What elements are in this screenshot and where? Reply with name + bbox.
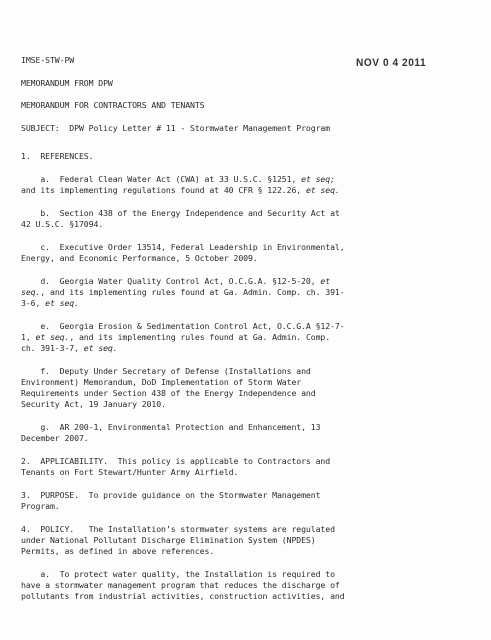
policy-line-1: 4. POLICY. The Installation’s stormwater systems are regulated	[21, 524, 335, 534]
ref-b-line-2: 42 U.S.C. §17094.	[21, 219, 104, 229]
ref-g-line-1: g. AR 200-1, Environmental Protection and Enhancement, 13	[21, 422, 321, 432]
memo-for: MEMORANDUM FOR CONTRACTORS AND TENANTS	[21, 100, 205, 110]
ref-a-line-2: and its implementing regulations found at 40 CFR § 122.26, et seq.	[21, 185, 340, 195]
ref-f-line-4: Security Act, 19 January 2010.	[21, 399, 166, 409]
ref-c-line-2: Energy, and Economic Performance, 5 October 2009.	[21, 253, 258, 263]
ref-d-line-3: 3-6, et seq.	[21, 298, 79, 308]
policy-a-line-3: pollutants from industrial activities, construction activities, and	[21, 591, 345, 601]
ref-d-line-2: seq., and its implementing rules found at Ga. Admin. Comp. ch. 391-	[21, 287, 345, 297]
applicability-line-1: 2. APPLICABILITY. This policy is applicable to Contractors and	[21, 456, 331, 466]
purpose-line-2: Program.	[21, 501, 60, 511]
policy-line-3: Permits, as defined in above references.	[21, 546, 215, 556]
policy-a-line-1: a. To protect water quality, the Installation is required to	[21, 569, 335, 579]
subject-line: SUBJECT: DPW Policy Letter # 11 - Stormwater Management Program	[21, 123, 331, 133]
policy-line-2: under National Pollutant Discharge Elimination System (NPDES)	[21, 535, 316, 545]
ref-c-line-1: c. Executive Order 13514, Federal Leadership in Environmental,	[21, 242, 345, 252]
ref-g-line-2: December 2007.	[21, 433, 89, 443]
applicability-line-2: Tenants on Fort Stewart/Hunter Army Airfield.	[21, 467, 239, 477]
ref-e-line-1: e. Georgia Erosion & Sedimentation Control Act, O.C.G.A §12-7-	[21, 321, 345, 331]
purpose-line-1: 3. PURPOSE. To provide guidance on the Stormwater Management	[21, 490, 321, 500]
ref-f-line-1: f. Deputy Under Secretary of Defense (Installations and	[21, 366, 311, 376]
ref-e-line-3: ch. 391-3-7, et seq.	[21, 343, 118, 353]
ref-a-line-1: a. Federal Clean Water Act (CWA) at 33 U.S.C. §1251, et seq;	[21, 174, 335, 184]
section-references-heading: 1. REFERENCES.	[21, 151, 94, 161]
policy-a-line-2: have a stormwater management program that reduces the discharge of	[21, 580, 340, 590]
ref-f-line-2: Environment) Memorandum, DoD Implementation of Storm Water	[21, 377, 302, 387]
ref-e-line-2: 1, et seq., and its implementing rules found at Ga. Admin. Comp.	[21, 332, 331, 342]
ref-d-line-1: d. Georgia Water Quality Control Act, O.C.G.A. §12-5-20, et	[21, 276, 331, 286]
ref-f-line-3: Requirements under Section 438 of the Energy Independence and	[21, 388, 316, 398]
ref-b-line-1: b. Section 438 of the Energy Independence and Security Act at	[21, 208, 340, 218]
date-stamp: NOV 0 4 2011	[356, 57, 427, 69]
office-symbol: IMSE-STW-PW	[21, 55, 75, 65]
memo-from: MEMORANDUM FROM DPW	[21, 78, 113, 88]
